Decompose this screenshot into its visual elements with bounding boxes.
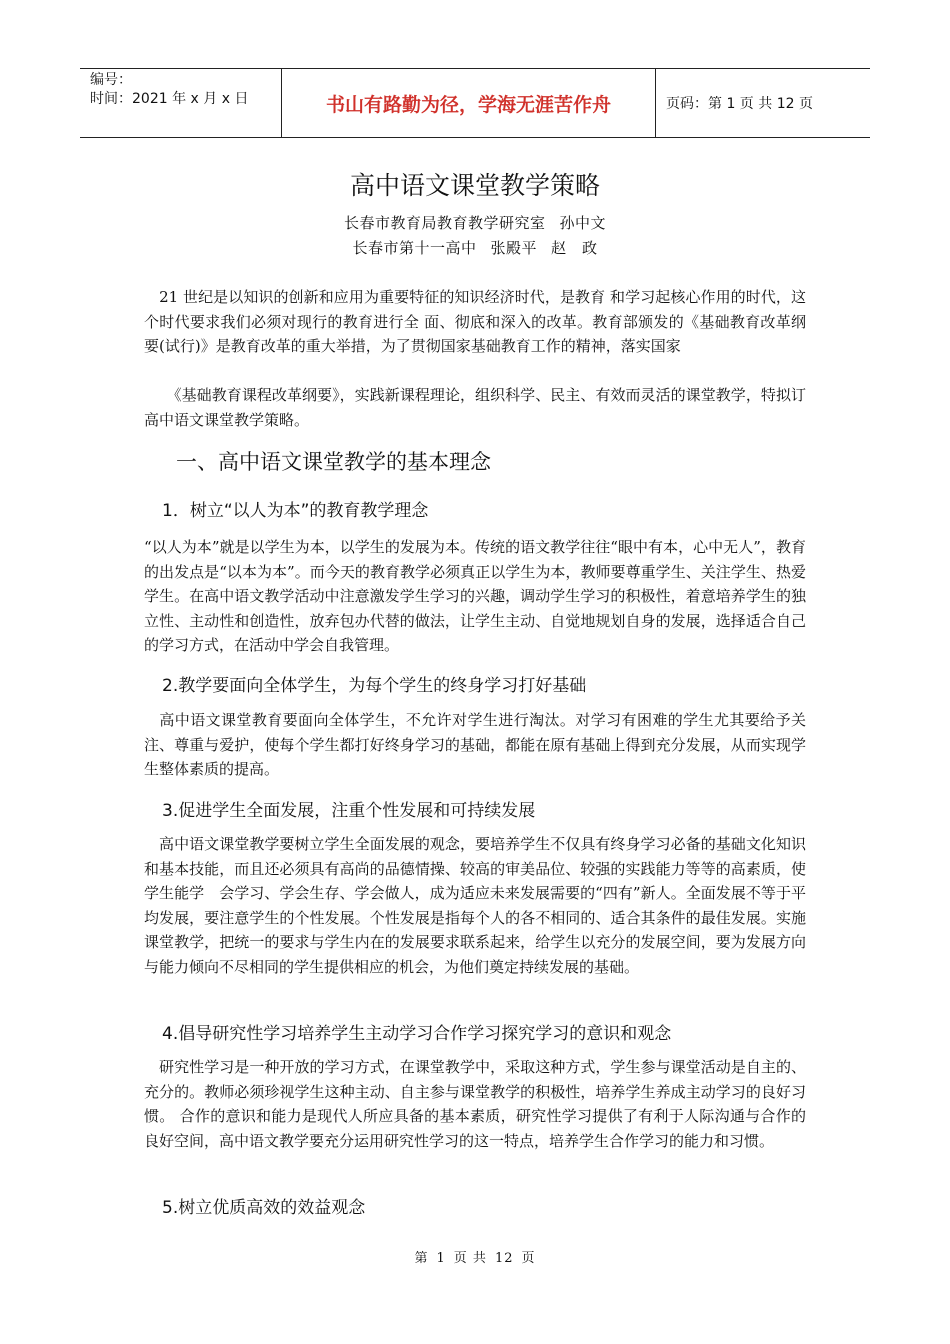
body-paragraph: 研究性学习是一种开放的学习方式，在课堂教学中，采取这种方式，学生参与课堂活动是自主的、充分的。教师必须珍视学生这种主动、自主参与课堂教学的积极性，培养学生养成主动学习的良好习惯。 合作的意识和能力是现代人所应具备的基本素质，研究性学习提供了有利于人际沟通与合作的良好空间，高中语文教学要充分运用研究性学习的这一特点，培养学生合作学习的能力和习惯。 bbox=[144, 1058, 806, 1150]
author-name: 赵 政 bbox=[551, 239, 598, 257]
author-organization: 长春市第十一高中 bbox=[352, 239, 477, 257]
document-time-label: 时间：2021 年 x 月 x 日 bbox=[90, 91, 249, 107]
page-footer bbox=[0, 1247, 950, 1266]
footer-middle: 页 共 bbox=[453, 1251, 487, 1266]
author-name: 孙中文 bbox=[559, 214, 607, 232]
footer-total-pages: 12 bbox=[494, 1251, 514, 1266]
body-paragraph: 高中语文课堂教育要面向全体学生，不允许对学生进行淘汰。对学习有困难的学生尤其要给予关注、尊重与爱护，使每个学生都打好终身学习的基础，都能在原有基础上得到充分发展，从而实现学生整体素质的提高。 bbox=[144, 711, 806, 778]
body-paragraph: “以人为本”就是以学生为本，以学生的发展为本。传统的语文教学往往“眼中有本，心中无人”，教育的出发点是“以本为本”。而今天的教育教学必须真正以学生为本，教师要尊重学生、关注学生、热爱学生。在高中语文教学活动中注意激发学生学习的兴趣，调动学生学习的积极性，着意培养学生的独立性、主动性和创造性，放弃包办代替的做法，让学生主动、自觉地规划自身的发展，选择适合自己的学习方式，在活动中学会自我管理。 bbox=[144, 538, 806, 654]
subsection-heading: 2.教学要面向全体学生，为每个学生的终身学习打好基础 bbox=[162, 676, 587, 696]
document-header bbox=[80, 68, 870, 138]
author-name: 张殿平 bbox=[490, 239, 537, 257]
footer-suffix: 页 bbox=[521, 1251, 536, 1266]
footer-prefix: 第 bbox=[414, 1251, 429, 1266]
section-heading: 一、高中语文课堂教学的基本理念 bbox=[176, 450, 491, 474]
subsection-heading: 3.促进学生全面发展，注重个性发展和可持续发展 bbox=[162, 801, 536, 821]
document-number-label: 编号： bbox=[90, 72, 132, 88]
header-meta bbox=[80, 69, 282, 137]
intro-paragraph: 《基础教育课程改革纲要》，实践新课程理论，组织科学、民主、有效而灵活的课堂教学，特拟订高中语文课堂教学策略。 bbox=[144, 386, 806, 429]
intro-paragraph: 21 世纪是以知识的创新和应用为重要特征的知识经济时代，是教育 和学习起核心作用的时代，这个时代要求我们必须对现行的教育进行全 面、彻底和深入的改革。教育部颁发的《基础教育改革纲要(试行)》是教育改革的重大举措，为了贯彻国家基础教育工作的精神，落实国家 bbox=[144, 288, 806, 355]
body-paragraph: 高中语文课堂教学要树立学生全面发展的观念，要培养学生不仅具有终身学习必备的基础文化知识和基本技能，而且还必须具有高尚的品德情操、较高的审美品位、较强的实践能力等等的高素质，使学生能学 会学习、学会生存、学会做人，成为适应未来发展需要的“四有”新人。全面发展不等于平均发展，要注意学生的个性发展。个性发展是指每个人的各不相同的、适合其条件的最佳发展。实施课堂教学，把统一的要求与学生内在的发展要求联系起来，给学生以充分的发展空间，要为发展方向与能力倾向不尽相同的学生提供相应的机会，为他们奠定持续发展的基础。 bbox=[144, 835, 806, 976]
author-organization: 长春市教育局教育教学研究室 bbox=[343, 214, 546, 232]
header-page-label: 页码：第 1 页 共 12 页 bbox=[666, 96, 813, 112]
document-title: 高中语文课堂教学策略 bbox=[349, 171, 600, 200]
subsection-heading: 1．树立“以人为本”的教育教学理念 bbox=[162, 501, 429, 521]
byline-line-1 bbox=[0, 212, 950, 233]
byline-line-2 bbox=[0, 237, 950, 258]
subsection-heading: 4.倡导研究性学习培养学生主动学习合作学习探究学习的意识和观念 bbox=[162, 1024, 672, 1044]
subsection-heading: 5.树立优质高效的效益观念 bbox=[162, 1198, 366, 1218]
footer-page-number: 1 bbox=[436, 1251, 446, 1266]
header-motto: 书山有路勤为径，学海无涯苦作舟 bbox=[282, 69, 656, 137]
